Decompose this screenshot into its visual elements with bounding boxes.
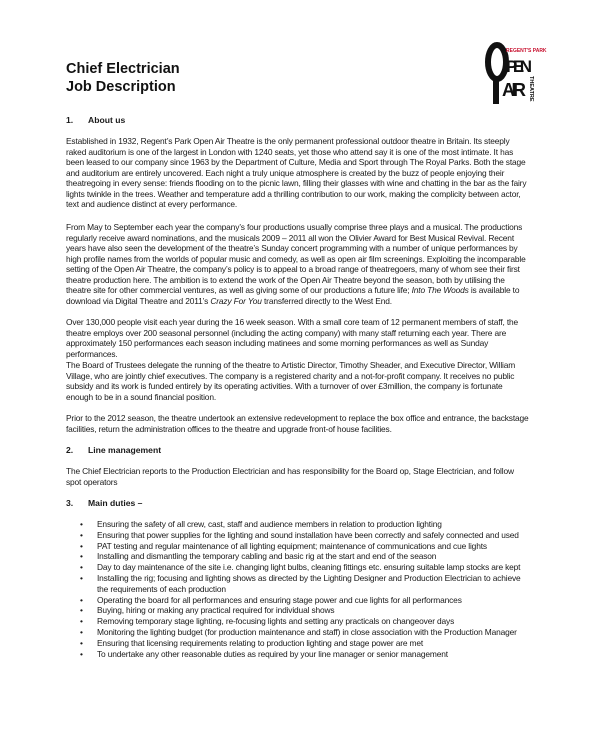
line-management-text: The Chief Electrician reports to the Production Electrician and has responsibility for the Board op, Stage Electrician, and follow spot operators	[66, 466, 514, 487]
list-item: • Ensuring that licensing requirements relating to production lighting and stage power are met	[80, 638, 530, 649]
document-title: Chief Electrician	[66, 61, 180, 77]
section-heading-main-duties	[66, 498, 142, 508]
list-item: • Installing the rig; focusing and lighting shows as directed by the Lighting Designer and Production Electrician to achieve the requirements of each production	[80, 573, 530, 595]
svg-text:THEATRE: THEATRE	[528, 76, 534, 102]
list-item: • Operating the board for all performances and ensuring stage power and cue lights for all performances	[80, 595, 530, 606]
svg-text:REGENT'S PARK: REGENT'S PARK	[506, 48, 547, 54]
list-item: • Day to day maintenance of the site i.e. changing light bulbs, cleaning fittings etc. ensuring suitable lamp stocks are kept	[80, 562, 530, 573]
about-paragraph-2: From May to September each year the company’s four productions usually comprise three plays and a musical. The productions regularly receive award nominations, and the musicals 2009 – 2011 all won the Olivier Award for Best Musical Revival. Recent years have also seen the development of the theatre’s Sunday concert programming with a number of unique performances by high profile names from the worlds of popular music and comedy, as well as open air film screenings. Exploiting the incomparable setting of the Open Air Theatre, the company’s policy is to appeal to a broad range of theatregoers, many of whom see their first theatre production here. The ambition is to extend the work of the Open Air Theatre beyond the season, both by utilising the theatre site for other commercial ventures, as well as giving some of our productions a future life; Into The Woods is available to download via Digital Theatre and 2011’s Crazy For You transferred directly to the West End.	[66, 222, 526, 306]
open-air-theatre-logo	[486, 42, 547, 106]
section-heading-about	[66, 115, 125, 125]
list-item: • Ensuring that power supplies for the lighting and sound installation have been correctly and safely connected and used	[80, 530, 530, 541]
list-item: • Monitoring the lighting budget (for production maintenance and staff) in close association with the Production Manager	[80, 627, 530, 638]
about-paragraph-5: Prior to the 2012 season, the theatre undertook an extensive redevelopment to replace the box office and entrance, the backstage facilities, return the administration offices to the theatre and upgrade front-of house facilities.	[66, 413, 529, 434]
section-number: 1.	[66, 115, 74, 125]
list-item: • PAT testing and regular maintenance of all lighting equipment; maintenance of communications and cue lights	[80, 541, 530, 552]
section-title: Line management	[88, 445, 162, 455]
svg-text:AIR: AIR	[502, 80, 526, 100]
section-number: 2.	[66, 445, 74, 455]
list-item: • Installing and dismantling the temporary cabling and basic rig at the start and end of the season	[80, 551, 530, 562]
list-item: • To undertake any other reasonable duties as required by your line manager or senior management	[80, 649, 530, 660]
document-subtitle: Job Description	[66, 79, 176, 95]
section-heading-line-management	[66, 445, 161, 455]
duties-list	[80, 519, 530, 659]
svg-text:PEN: PEN	[506, 57, 532, 76]
about-paragraph-3: Over 130,000 people visit each year during the 16 week season. With a small core team of 12 permanent members of staff, the theatre employs over 200 seasonal personnel (including the acting company) with many staff returning each year. There are approximately 150 performances each season including matinees and some morning performances as well as Sunday performances.	[66, 317, 519, 359]
list-item: • Ensuring the safety of all crew, cast, staff and audience members in relation to production lighting	[80, 519, 530, 530]
section-title: Main duties –	[88, 498, 143, 508]
section-title: About us	[88, 115, 126, 125]
list-item: • Buying, hiring or making any practical required for individual shows	[80, 605, 530, 616]
about-paragraph-1: Established in 1932, Regent’s Park Open Air Theatre is the only permanent professional outdoor theatre in Britain. Its steeply raked auditorium is one of the largest in London with 1240 seats, yet those who attend say it is one of the most intimate. It has been leased to our company since 1963 by the Department of Culture, Media and Sport through The Royal Parks. Both the stage and auditorium are entirely uncovered. Each night a truly unique atmosphere is created by the buzz of people enjoying their theatregoing in every sense: friends flooding on to the picnic lawn, filling their glasses with wine and chatting in the bar as the fairy lights twinkle in the trees. Weather and temperature add a thrilling contribution to our work, making the complicity between actor, text and audience distinct at every performance.	[66, 136, 527, 209]
list-item: • Removing temporary stage lighting, re-focusing lights and setting any practicals on changeover days	[80, 616, 530, 627]
about-paragraph-4: The Board of Trustees delegate the running of the theatre to Artistic Director, Timothy Sheader, and Executive Director, William Village, who are jointly chief executives. The company is a registered charity and a not-for-profit company. It receives no public subsidy and its work is funded entirely by its operating activities. With a turnover of over £3million, the company is fortunate enough to be in a sound financial position.	[66, 360, 516, 402]
section-number: 3.	[66, 498, 74, 508]
